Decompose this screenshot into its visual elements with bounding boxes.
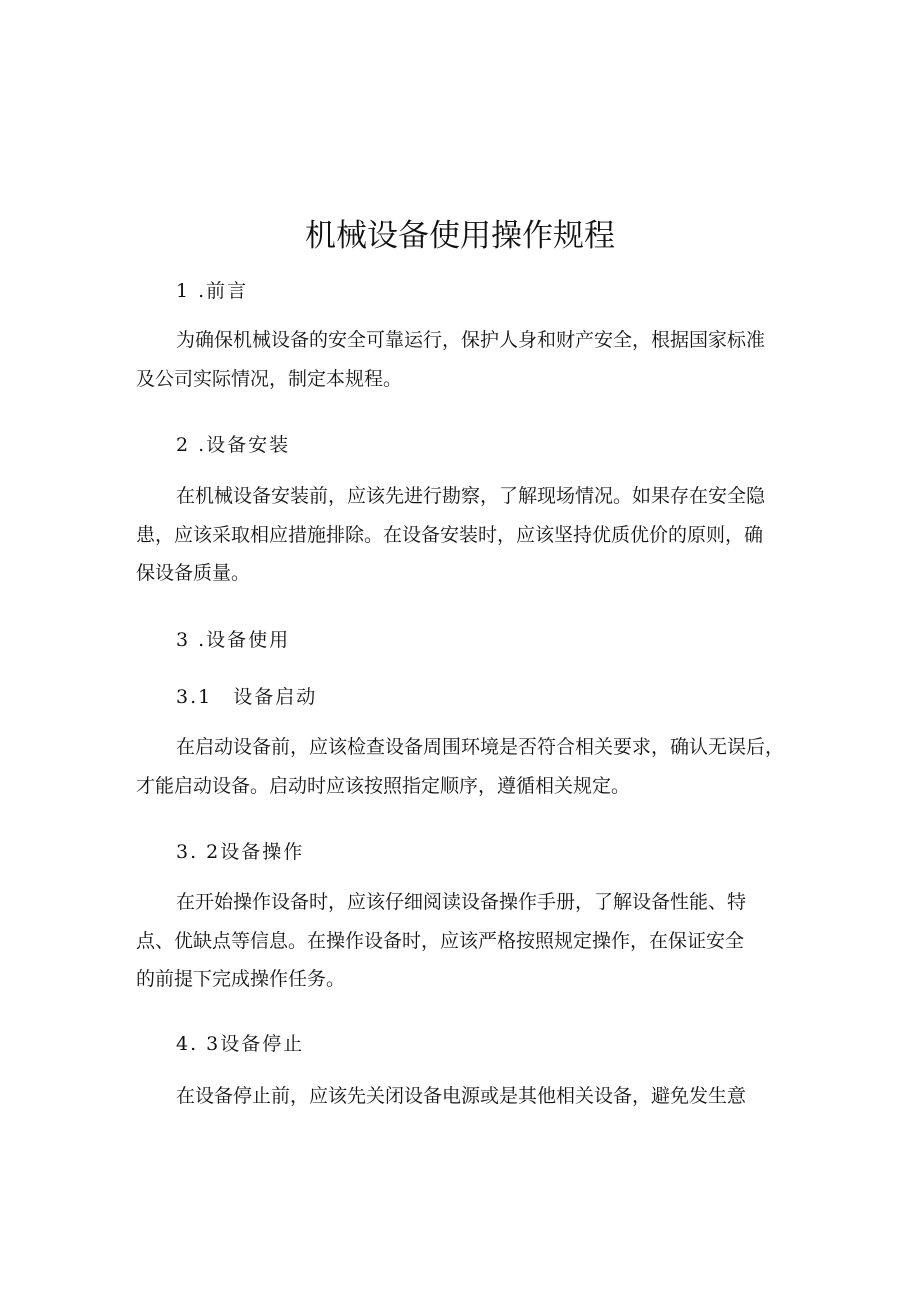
- paragraph-line: 保设备质量。: [136, 562, 251, 584]
- section-heading-shutdown: 4. 3设备停止: [176, 1033, 305, 1055]
- document-title: 机械设备使用操作规程: [305, 218, 615, 254]
- paragraph-line: 为确保机械设备的安全可靠运行，保护人身和财产安全，根据国家标准: [176, 329, 766, 351]
- paragraph-line: 的前提下完成操作任务。: [136, 968, 346, 990]
- paragraph-line: 点、优缺点等信息。在操作设备时，应该严格按照规定操作，在保证安全: [136, 929, 745, 952]
- section-body-installation: [136, 477, 796, 593]
- section-heading-preface: 1 .前言: [176, 280, 249, 302]
- section-heading-usage: 3 .设备使用: [176, 629, 291, 651]
- section-heading-installation: 2 .设备安装: [176, 434, 291, 456]
- paragraph-line: 患，应该采取相应措施排除。在设备安装时，应该坚持优质优价的原则，确: [136, 523, 764, 546]
- section-body-shutdown: [136, 1077, 796, 1116]
- section-body-startup: [136, 728, 796, 805]
- paragraph-line: 及公司实际情况，制定本规程。: [136, 367, 403, 390]
- paragraph-line: 在开始操作设备时，应该仔细阅读设备操作手册，了解设备性能、特: [176, 891, 747, 913]
- paragraph-line: 才能启动设备。启动时应该按照指定顺序，遵循相关规定。: [136, 774, 631, 797]
- section-body-preface: [136, 321, 796, 398]
- section-heading-startup: 3.1 设备启动: [176, 686, 318, 708]
- section-heading-operation: 3. 2设备操作: [176, 841, 305, 863]
- paragraph-line: 在启动设备前，应该检查设备周围环境是否符合相关要求，确认无误后，: [176, 736, 785, 758]
- paragraph-line: 在设备停止前，应该先关闭设备电源或是其他相关设备，避免发生意: [176, 1085, 747, 1107]
- section-body-operation: [136, 883, 796, 999]
- paragraph-line: 在机械设备安装前，应该先进行勘察，了解现场情况。如果存在安全隐: [176, 485, 766, 507]
